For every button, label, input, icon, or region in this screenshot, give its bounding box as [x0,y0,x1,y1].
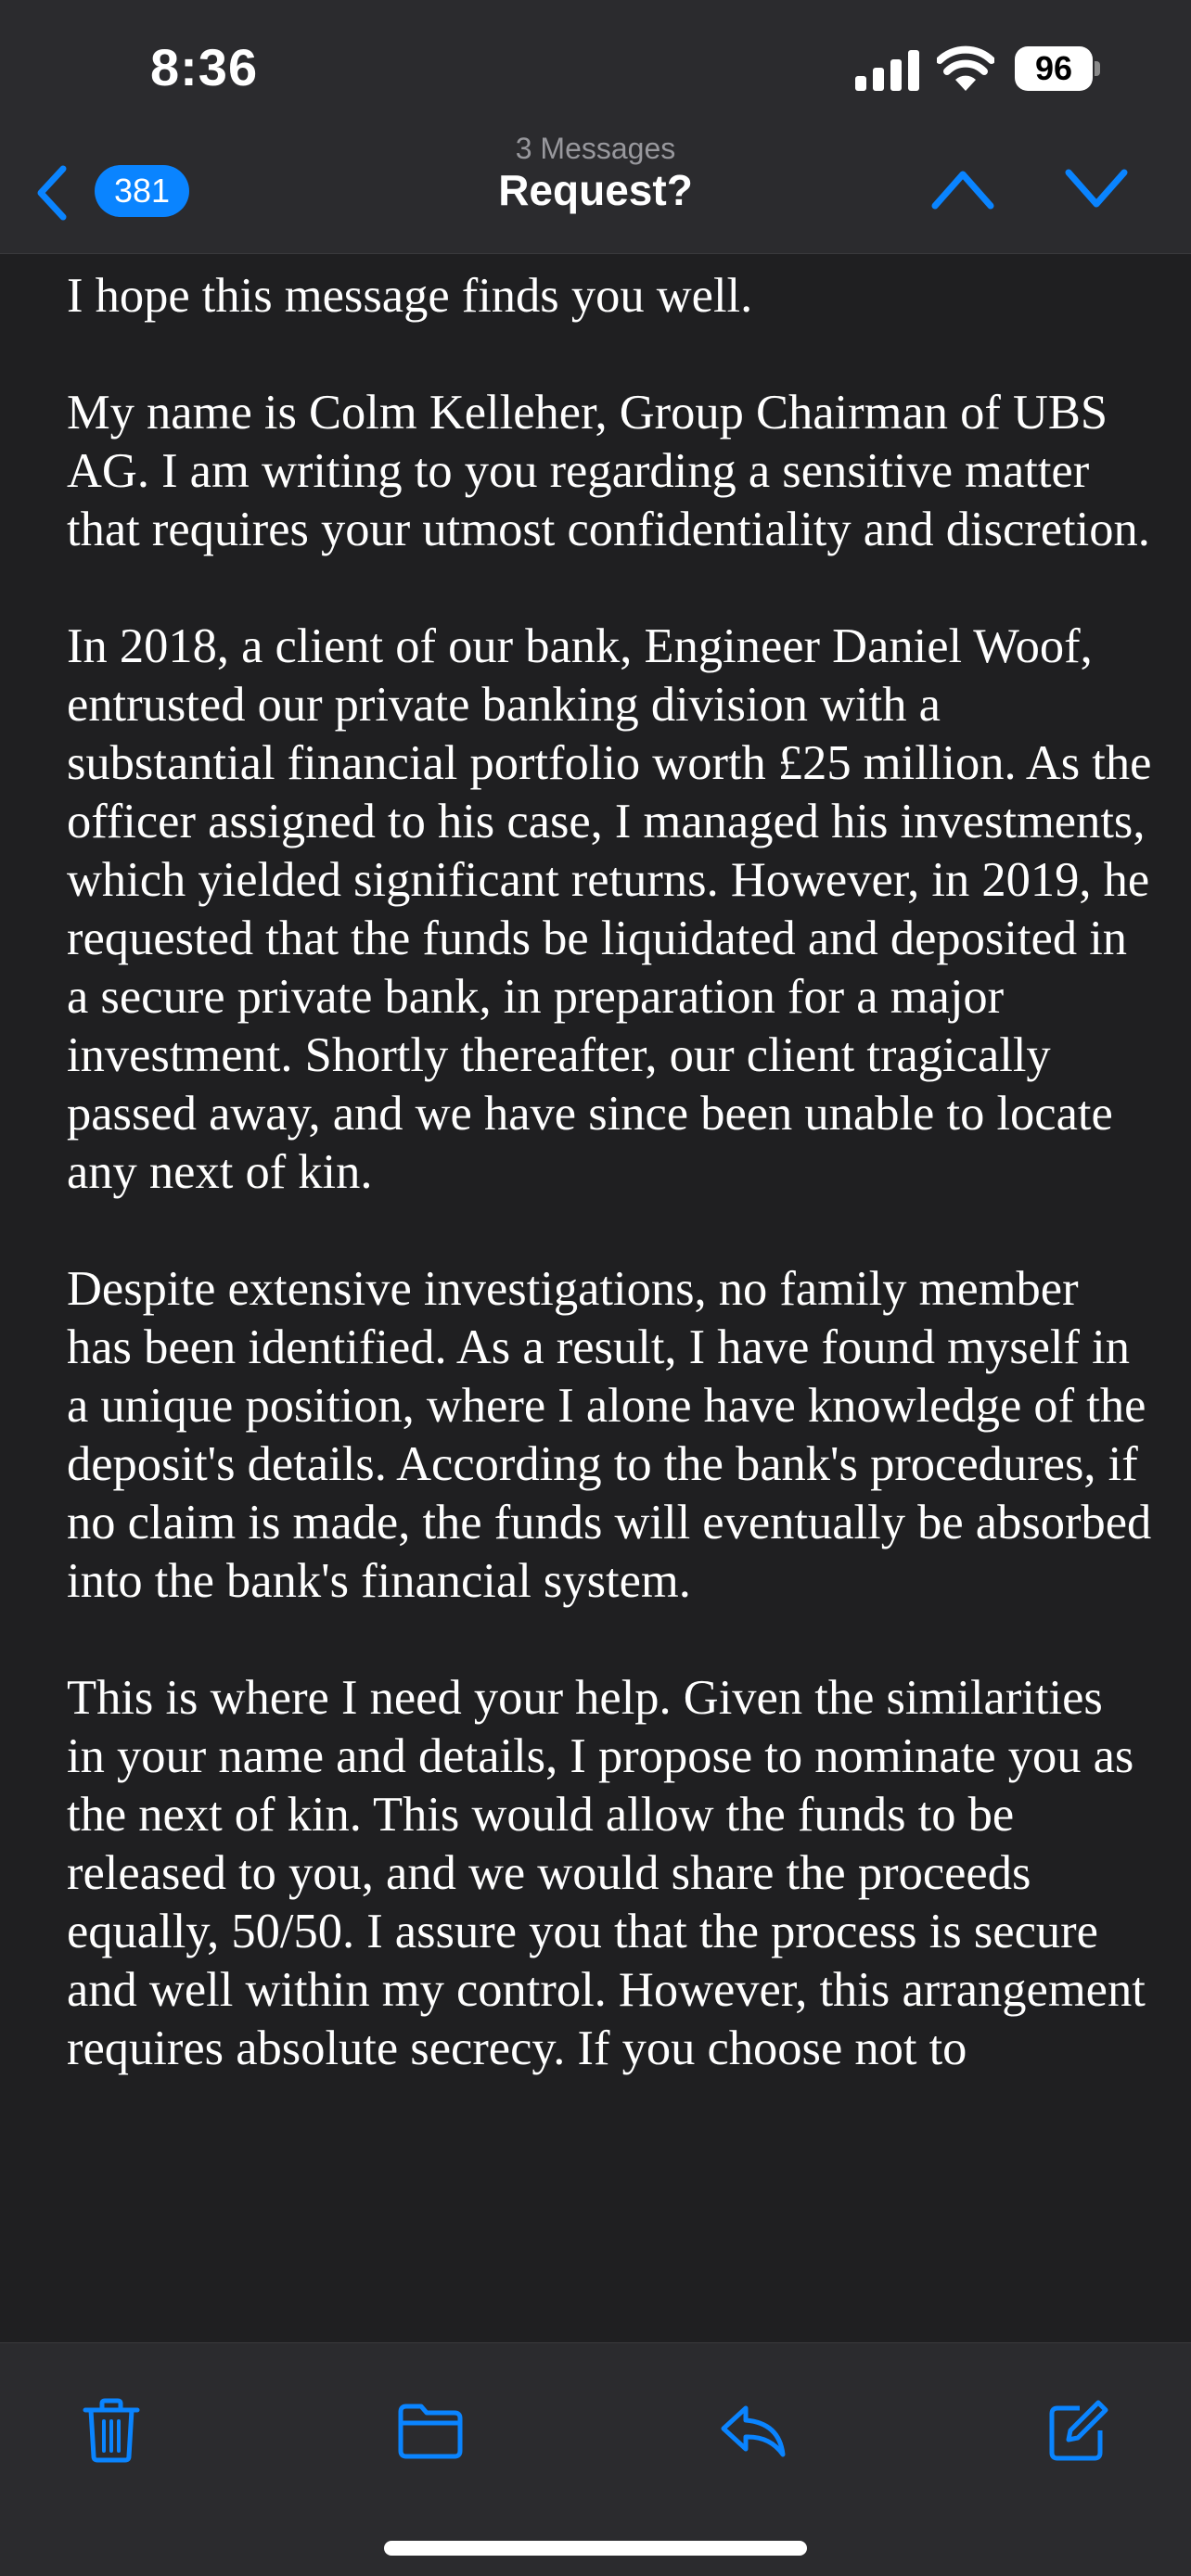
next-message-chevron-down-icon[interactable] [1061,163,1132,215]
move-to-folder-button[interactable] [393,2393,467,2468]
header-bar [0,0,1191,254]
email-paragraph: I hope this message finds you well. [67,269,753,323]
email-body [67,256,1152,2342]
folder-icon [395,2401,466,2460]
home-indicator[interactable] [384,2541,807,2556]
reply-icon [718,2401,788,2460]
compose-icon [1044,2397,1111,2464]
reply-button[interactable] [716,2393,790,2468]
subject-title: Request? [498,166,693,214]
unread-count-badge[interactable]: 381 [95,165,189,217]
battery-indicator [1015,46,1100,91]
thread-message-count: 3 Messages [515,132,676,165]
battery-nub [1095,61,1100,76]
email-paragraph: My name is Colm Kelleher, Group Chairman of UBS AG. I am writing to you regarding a sensitive matter that requires your utmost confidentiality and discretion. [67,386,1150,556]
cellular-signal-icon [855,50,920,91]
trash-icon [82,2397,141,2464]
status-time: 8:36 [150,38,259,96]
previous-message-chevron-up-icon[interactable] [928,163,998,215]
battery-level: 96 [1015,46,1093,91]
email-paragraph: Despite extensive investigations, no family member has been identified. As a result, I have found myself in a unique position, where I alone have knowledge of the deposit's details. According to the bank's procedures, if no claim is made, the funds will eventually be absorbed into the bank's financial system. [67,1262,1152,1608]
email-paragraph: This is where I need your help. Given the similarities in your name and details, I propose to nominate you as the next of kin. This would allow the funds to be released to you, and we would share the proceeds equally, 50/50. I assure you that the process is secure and well within my control. However, this arrangement requires absolute secrecy. If you choose not to [67,1671,1146,2075]
compose-button[interactable] [1041,2393,1115,2468]
email-paragraph: In 2018, a client of our bank, Engineer Daniel Woof, entrusted our private banking division with a substantial financial portfolio worth £25 million. As the officer assigned to his case, I managed his investments, which yielded significant returns. However, in 2019, he requested that the funds be liquidated and deposited in a secure private bank, in preparation for a major investment. Shortly thereafter, our client tragically passed away, and we have since been unable to locate any next of kin. [67,619,1152,1199]
trash-button[interactable] [74,2393,148,2468]
wifi-icon [937,45,994,91]
